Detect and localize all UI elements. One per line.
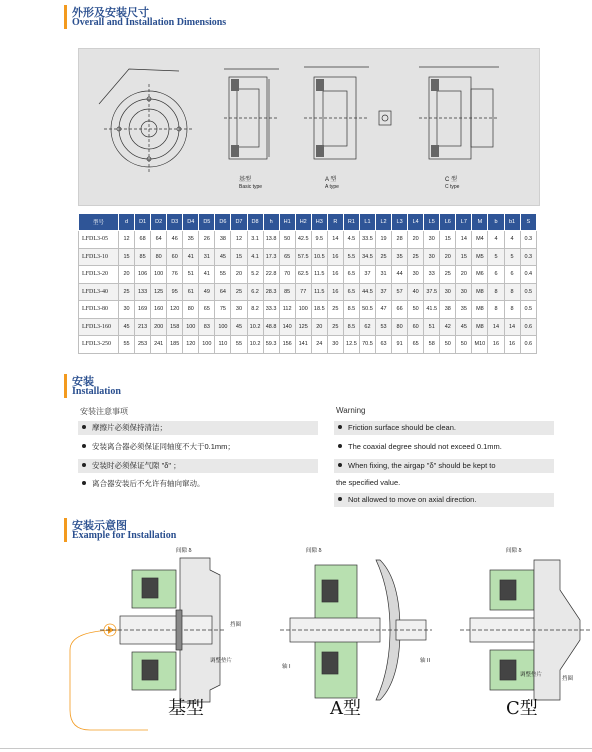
table-cell: 62.5 <box>295 266 311 284</box>
bullet-icon <box>82 481 86 485</box>
table-header-cell: L3 <box>392 214 408 231</box>
table-cell: 85 <box>135 248 151 266</box>
table-header-cell: H2 <box>295 214 311 231</box>
note-en-3: When fixing, the airgap "δ" should be kept to <box>334 459 554 473</box>
table-cell: 57.5 <box>295 248 311 266</box>
table-cell: 25 <box>119 283 135 301</box>
table-cell: 10.2 <box>247 336 263 354</box>
table-cell: M6 <box>472 266 488 284</box>
section-title-zh: 安装示意图 <box>72 519 127 532</box>
table-cell: 68 <box>135 231 151 249</box>
table-cell: 34.5 <box>359 248 375 266</box>
table-cell-model: LFDL3-160 <box>79 318 119 336</box>
table-header-cell: L2 <box>376 214 392 231</box>
table-cell: 95 <box>167 283 183 301</box>
table-cell: 14 <box>456 231 472 249</box>
table-cell: 16 <box>504 336 520 354</box>
table-cell: 10.2 <box>247 318 263 336</box>
table-cell: 13.8 <box>263 231 279 249</box>
table-header-cell: D4 <box>183 214 199 231</box>
note-en-5: Not allowed to move on axial direction. <box>334 493 554 507</box>
table-cell: 38 <box>440 301 456 319</box>
table-row <box>79 248 537 266</box>
table-cell: 64 <box>151 231 167 249</box>
table-header-cell: S <box>520 214 536 231</box>
dimension-drawing-panel <box>78 48 540 206</box>
table-cell: 100 <box>215 318 231 336</box>
table-cell: 33.3 <box>263 301 279 319</box>
section-title-en: Example for Installation <box>72 530 177 541</box>
table-cell: 44 <box>392 266 408 284</box>
table-cell: 15 <box>119 248 135 266</box>
table-cell: 33.5 <box>359 231 375 249</box>
note-en-2: The coaxial degree should not exceed 0.1mm. <box>334 440 554 454</box>
table-cell: 9.5 <box>311 231 327 249</box>
table-cell: 58 <box>424 336 440 354</box>
table-cell: 8.2 <box>247 301 263 319</box>
table-cell-model: LFDL3-20 <box>79 266 119 284</box>
table-cell: 31 <box>376 266 392 284</box>
table-cell: 65 <box>279 248 295 266</box>
label-c-type: C 型 C type <box>445 177 460 190</box>
table-cell-model: LFDL3-40 <box>79 283 119 301</box>
svg-text:调整垫片: 调整垫片 <box>210 658 233 664</box>
table-cell: 0.3 <box>520 248 536 266</box>
bullet-icon <box>338 497 342 501</box>
table-cell: M8 <box>472 318 488 336</box>
table-cell: 4 <box>504 231 520 249</box>
table-cell: 30 <box>408 266 424 284</box>
example-basic <box>100 558 225 702</box>
table-cell: 0.5 <box>520 301 536 319</box>
table-cell: 35 <box>456 301 472 319</box>
table-cell: 100 <box>183 318 199 336</box>
section-title-zh: 外形及安装尺寸 <box>72 6 149 19</box>
table-cell: 25 <box>231 283 247 301</box>
table-header-cell: D7 <box>231 214 247 231</box>
table-cell: 0.5 <box>520 283 536 301</box>
table-cell: 100 <box>199 336 215 354</box>
table-header-cell: D3 <box>167 214 183 231</box>
table-cell: 30 <box>424 248 440 266</box>
table-cell: 45 <box>231 318 247 336</box>
table-cell: 19 <box>376 231 392 249</box>
table-cell: 46 <box>167 231 183 249</box>
table-cell: 15 <box>440 231 456 249</box>
table-cell: 60 <box>408 318 424 336</box>
table-cell: 8.5 <box>343 318 359 336</box>
table-cell: 5 <box>488 248 504 266</box>
table-cell: 120 <box>167 301 183 319</box>
svg-text:间隙 δ: 间隙 δ <box>506 548 522 554</box>
table-cell: 42 <box>440 318 456 336</box>
table-row <box>79 231 537 249</box>
table-cell-model: LFDL3-250 <box>79 336 119 354</box>
table-cell: 110 <box>215 336 231 354</box>
table-cell: 125 <box>295 318 311 336</box>
table-header-cell: b1 <box>504 214 520 231</box>
table-header-cell: H1 <box>279 214 295 231</box>
dimension-drawings <box>79 49 539 205</box>
table-header-cell: H3 <box>311 214 327 231</box>
table-cell: 160 <box>151 301 167 319</box>
table-row <box>79 283 537 301</box>
table-cell: 25 <box>327 318 343 336</box>
table-cell: 50 <box>456 336 472 354</box>
table-cell: 51 <box>183 266 199 284</box>
table-cell: 125 <box>151 283 167 301</box>
table-cell: 8 <box>504 301 520 319</box>
table-cell: M5 <box>472 248 488 266</box>
table-cell: 45 <box>215 248 231 266</box>
table-cell: 63 <box>376 336 392 354</box>
table-cell: 22.8 <box>263 266 279 284</box>
table-cell: 6 <box>488 266 504 284</box>
table-cell: 70 <box>279 266 295 284</box>
bullet-icon <box>82 463 86 467</box>
spec-table <box>78 213 537 354</box>
table-cell: 14 <box>327 231 343 249</box>
table-header-cell: L4 <box>408 214 424 231</box>
label-basic-type: 基型 Basic type <box>239 177 263 190</box>
table-cell: 42.5 <box>295 231 311 249</box>
table-header-cell: L1 <box>359 214 375 231</box>
table-cell: 35 <box>183 231 199 249</box>
table-cell: 10.5 <box>311 248 327 266</box>
table-cell: 4.5 <box>343 231 359 249</box>
note-zh-3: 安装时必须保证气隙 "δ" ； <box>78 459 318 473</box>
table-cell: 16 <box>488 336 504 354</box>
svg-text:挡圈: 挡圈 <box>230 622 242 628</box>
table-header-row <box>79 214 537 231</box>
table-cell: 66 <box>392 301 408 319</box>
table-cell: 51 <box>424 318 440 336</box>
table-cell: 64 <box>215 283 231 301</box>
table-cell: 48.8 <box>263 318 279 336</box>
table-cell: 85 <box>279 283 295 301</box>
table-row <box>79 318 537 336</box>
table-cell: 12 <box>231 231 247 249</box>
table-cell: 20 <box>456 266 472 284</box>
notes-title-zh: 安装注意事项 <box>80 407 128 416</box>
table-cell: 80 <box>183 301 199 319</box>
table-cell: 12 <box>119 231 135 249</box>
svg-text:轴 II: 轴 II <box>420 658 431 664</box>
table-cell: 57 <box>392 283 408 301</box>
table-header-cell: L5 <box>424 214 440 231</box>
table-cell: 253 <box>135 336 151 354</box>
table-cell: 15 <box>231 248 247 266</box>
svg-text:挡圈: 挡圈 <box>562 676 574 682</box>
example-label-a: A型 <box>330 698 361 719</box>
table-cell: 15 <box>456 248 472 266</box>
table-cell: 12.5 <box>343 336 359 354</box>
table-cell: 16 <box>327 266 343 284</box>
table-cell: 4.1 <box>247 248 263 266</box>
table-cell: 20 <box>231 266 247 284</box>
table-cell: 17.3 <box>263 248 279 266</box>
table-header-cell: L7 <box>456 214 472 231</box>
table-cell: 33 <box>424 266 440 284</box>
table-cell: 8 <box>488 283 504 301</box>
table-cell-model: LFDL3-80 <box>79 301 119 319</box>
table-cell: 140 <box>279 318 295 336</box>
table-cell: 106 <box>135 266 151 284</box>
table-cell: 8 <box>488 301 504 319</box>
table-cell: 4 <box>488 231 504 249</box>
table-cell: 8.5 <box>343 301 359 319</box>
table-header-cell: D1 <box>135 214 151 231</box>
table-cell: 44.5 <box>359 283 375 301</box>
table-header-corner: 型号 <box>79 214 119 231</box>
table-cell: 28 <box>392 231 408 249</box>
table-cell: 20 <box>408 231 424 249</box>
table-cell: 30 <box>327 336 343 354</box>
table-cell: 25 <box>440 266 456 284</box>
table-header-cell: D8 <box>247 214 263 231</box>
table-cell: 120 <box>183 336 199 354</box>
table-cell: 62 <box>359 318 375 336</box>
table-cell: 0.3 <box>520 231 536 249</box>
table-cell: 80 <box>392 318 408 336</box>
table-cell: 30 <box>424 231 440 249</box>
table-cell: M4 <box>472 231 488 249</box>
accent-bar <box>64 374 67 398</box>
table-header-cell: h <box>263 214 279 231</box>
table-cell: 156 <box>279 336 295 354</box>
table-cell: 50 <box>279 231 295 249</box>
table-cell: 65 <box>199 301 215 319</box>
table-cell: 70.5 <box>359 336 375 354</box>
table-cell: 61 <box>183 283 199 301</box>
section-title-zh: 安装 <box>72 375 94 388</box>
section-title-en: Installation <box>72 386 121 397</box>
accent-bar <box>64 5 67 29</box>
table-cell: 53 <box>376 318 392 336</box>
table-header-cell: L6 <box>440 214 456 231</box>
table-cell: 100 <box>151 266 167 284</box>
table-header-cell: D5 <box>199 214 215 231</box>
table-cell: 25 <box>327 301 343 319</box>
table-cell: 100 <box>295 301 311 319</box>
table-cell: 75 <box>215 301 231 319</box>
bottom-divider <box>0 748 592 749</box>
notes-title-en: Warning <box>336 406 366 415</box>
note-en-4: the specified value. <box>336 478 401 487</box>
table-cell: 37.5 <box>424 283 440 301</box>
table-cell: 47 <box>376 301 392 319</box>
svg-text:轴 I: 轴 I <box>282 664 291 670</box>
table-cell: 30 <box>456 283 472 301</box>
table-cell: 60 <box>167 248 183 266</box>
table-cell: 38 <box>215 231 231 249</box>
table-cell: 11.5 <box>311 283 327 301</box>
section-title-en: Overall and Installation Dimensions <box>72 17 227 28</box>
table-cell: 45 <box>456 318 472 336</box>
note-zh-4: 离合器安装后不允许有轴向窜动。 <box>78 477 318 491</box>
bullet-icon <box>338 444 342 448</box>
svg-text:调整垫片: 调整垫片 <box>520 672 543 678</box>
table-cell: 0.4 <box>520 266 536 284</box>
table-cell: 40 <box>408 283 424 301</box>
table-cell: 77 <box>295 283 311 301</box>
table-row <box>79 266 537 284</box>
table-cell: 112 <box>279 301 295 319</box>
table-cell: 28.3 <box>263 283 279 301</box>
table-header-cell: b <box>488 214 504 231</box>
table-cell: 41.5 <box>424 301 440 319</box>
table-cell: 0.6 <box>520 318 536 336</box>
table-cell: 18.5 <box>311 301 327 319</box>
table-cell: 20 <box>440 248 456 266</box>
table-cell: 41 <box>199 266 215 284</box>
table-header-cell: M <box>472 214 488 231</box>
bullet-icon <box>82 444 86 448</box>
table-cell-model: LFDL3-10 <box>79 248 119 266</box>
table-cell: 80 <box>151 248 167 266</box>
table-cell: 8 <box>504 283 520 301</box>
table-cell: 6.2 <box>247 283 263 301</box>
table-header-cell: d <box>119 214 135 231</box>
table-cell: 158 <box>167 318 183 336</box>
table-cell: 14 <box>488 318 504 336</box>
table-cell-model: LFDL3-05 <box>79 231 119 249</box>
table-cell: 59.3 <box>263 336 279 354</box>
table-cell: 133 <box>135 283 151 301</box>
note-zh-1: 摩擦片必须保持清洁； <box>78 421 318 435</box>
bullet-icon <box>82 425 86 429</box>
table-cell: 45 <box>119 318 135 336</box>
table-cell: 35 <box>392 248 408 266</box>
table-cell: 6 <box>504 266 520 284</box>
table-cell: 11.5 <box>311 266 327 284</box>
table-cell: 83 <box>199 318 215 336</box>
table-cell: 55 <box>215 266 231 284</box>
table-cell: 37 <box>359 266 375 284</box>
note-zh-2: 安装离合器必须保证同轴度不大于0.1mm； <box>78 440 318 454</box>
table-cell: 25 <box>376 248 392 266</box>
table-cell: 50 <box>440 336 456 354</box>
table-row <box>79 336 537 354</box>
table-cell: 5 <box>504 248 520 266</box>
table-header-cell: R <box>327 214 343 231</box>
svg-text:间隙 δ: 间隙 δ <box>306 548 322 554</box>
example-label-c: C型 <box>506 698 538 719</box>
table-cell: 213 <box>135 318 151 336</box>
table-body <box>79 231 537 354</box>
table-cell: 16 <box>327 283 343 301</box>
table-cell: 3.1 <box>247 231 263 249</box>
table-cell: 55 <box>119 336 135 354</box>
table-cell: 55 <box>231 336 247 354</box>
table-header-cell: D2 <box>151 214 167 231</box>
table-cell: 37 <box>376 283 392 301</box>
table-cell: 24 <box>311 336 327 354</box>
table-cell: 50.5 <box>359 301 375 319</box>
table-cell: 20 <box>119 266 135 284</box>
table-cell: M8 <box>472 283 488 301</box>
accent-bar <box>64 518 67 542</box>
table-cell: 26 <box>199 231 215 249</box>
example-a <box>280 560 432 700</box>
label-a-type: A 型 A type <box>325 177 339 190</box>
table-cell: 6.5 <box>343 266 359 284</box>
table-cell: 76 <box>167 266 183 284</box>
table-cell: 16 <box>327 248 343 266</box>
table-cell: 200 <box>151 318 167 336</box>
table-cell: 14 <box>504 318 520 336</box>
example-label-basic: 基型 <box>168 698 204 719</box>
table-cell: 30 <box>119 301 135 319</box>
table-cell: 65 <box>408 336 424 354</box>
table-cell: 141 <box>295 336 311 354</box>
bullet-icon <box>338 425 342 429</box>
table-row <box>79 301 537 319</box>
table-cell: 50 <box>408 301 424 319</box>
table-cell: 25 <box>408 248 424 266</box>
table-cell: 91 <box>392 336 408 354</box>
table-cell: 5.5 <box>343 248 359 266</box>
svg-text:间隙 δ: 间隙 δ <box>176 548 192 554</box>
table-cell: 20 <box>311 318 327 336</box>
table-cell: 31 <box>199 248 215 266</box>
table-cell: M10 <box>472 336 488 354</box>
table-header-cell: D6 <box>215 214 231 231</box>
note-en-1: Friction surface should be clean. <box>334 421 554 435</box>
table-cell: 185 <box>167 336 183 354</box>
table-header-cell: R1 <box>343 214 359 231</box>
table-cell: 241 <box>151 336 167 354</box>
bullet-icon <box>338 463 342 467</box>
table-cell: 0.6 <box>520 336 536 354</box>
table-cell: 5.2 <box>247 266 263 284</box>
table-cell: 169 <box>135 301 151 319</box>
table-cell: M8 <box>472 301 488 319</box>
table-cell: 30 <box>231 301 247 319</box>
table-cell: 6.5 <box>343 283 359 301</box>
table-cell: 30 <box>440 283 456 301</box>
table-cell: 49 <box>199 283 215 301</box>
table-cell: 41 <box>183 248 199 266</box>
